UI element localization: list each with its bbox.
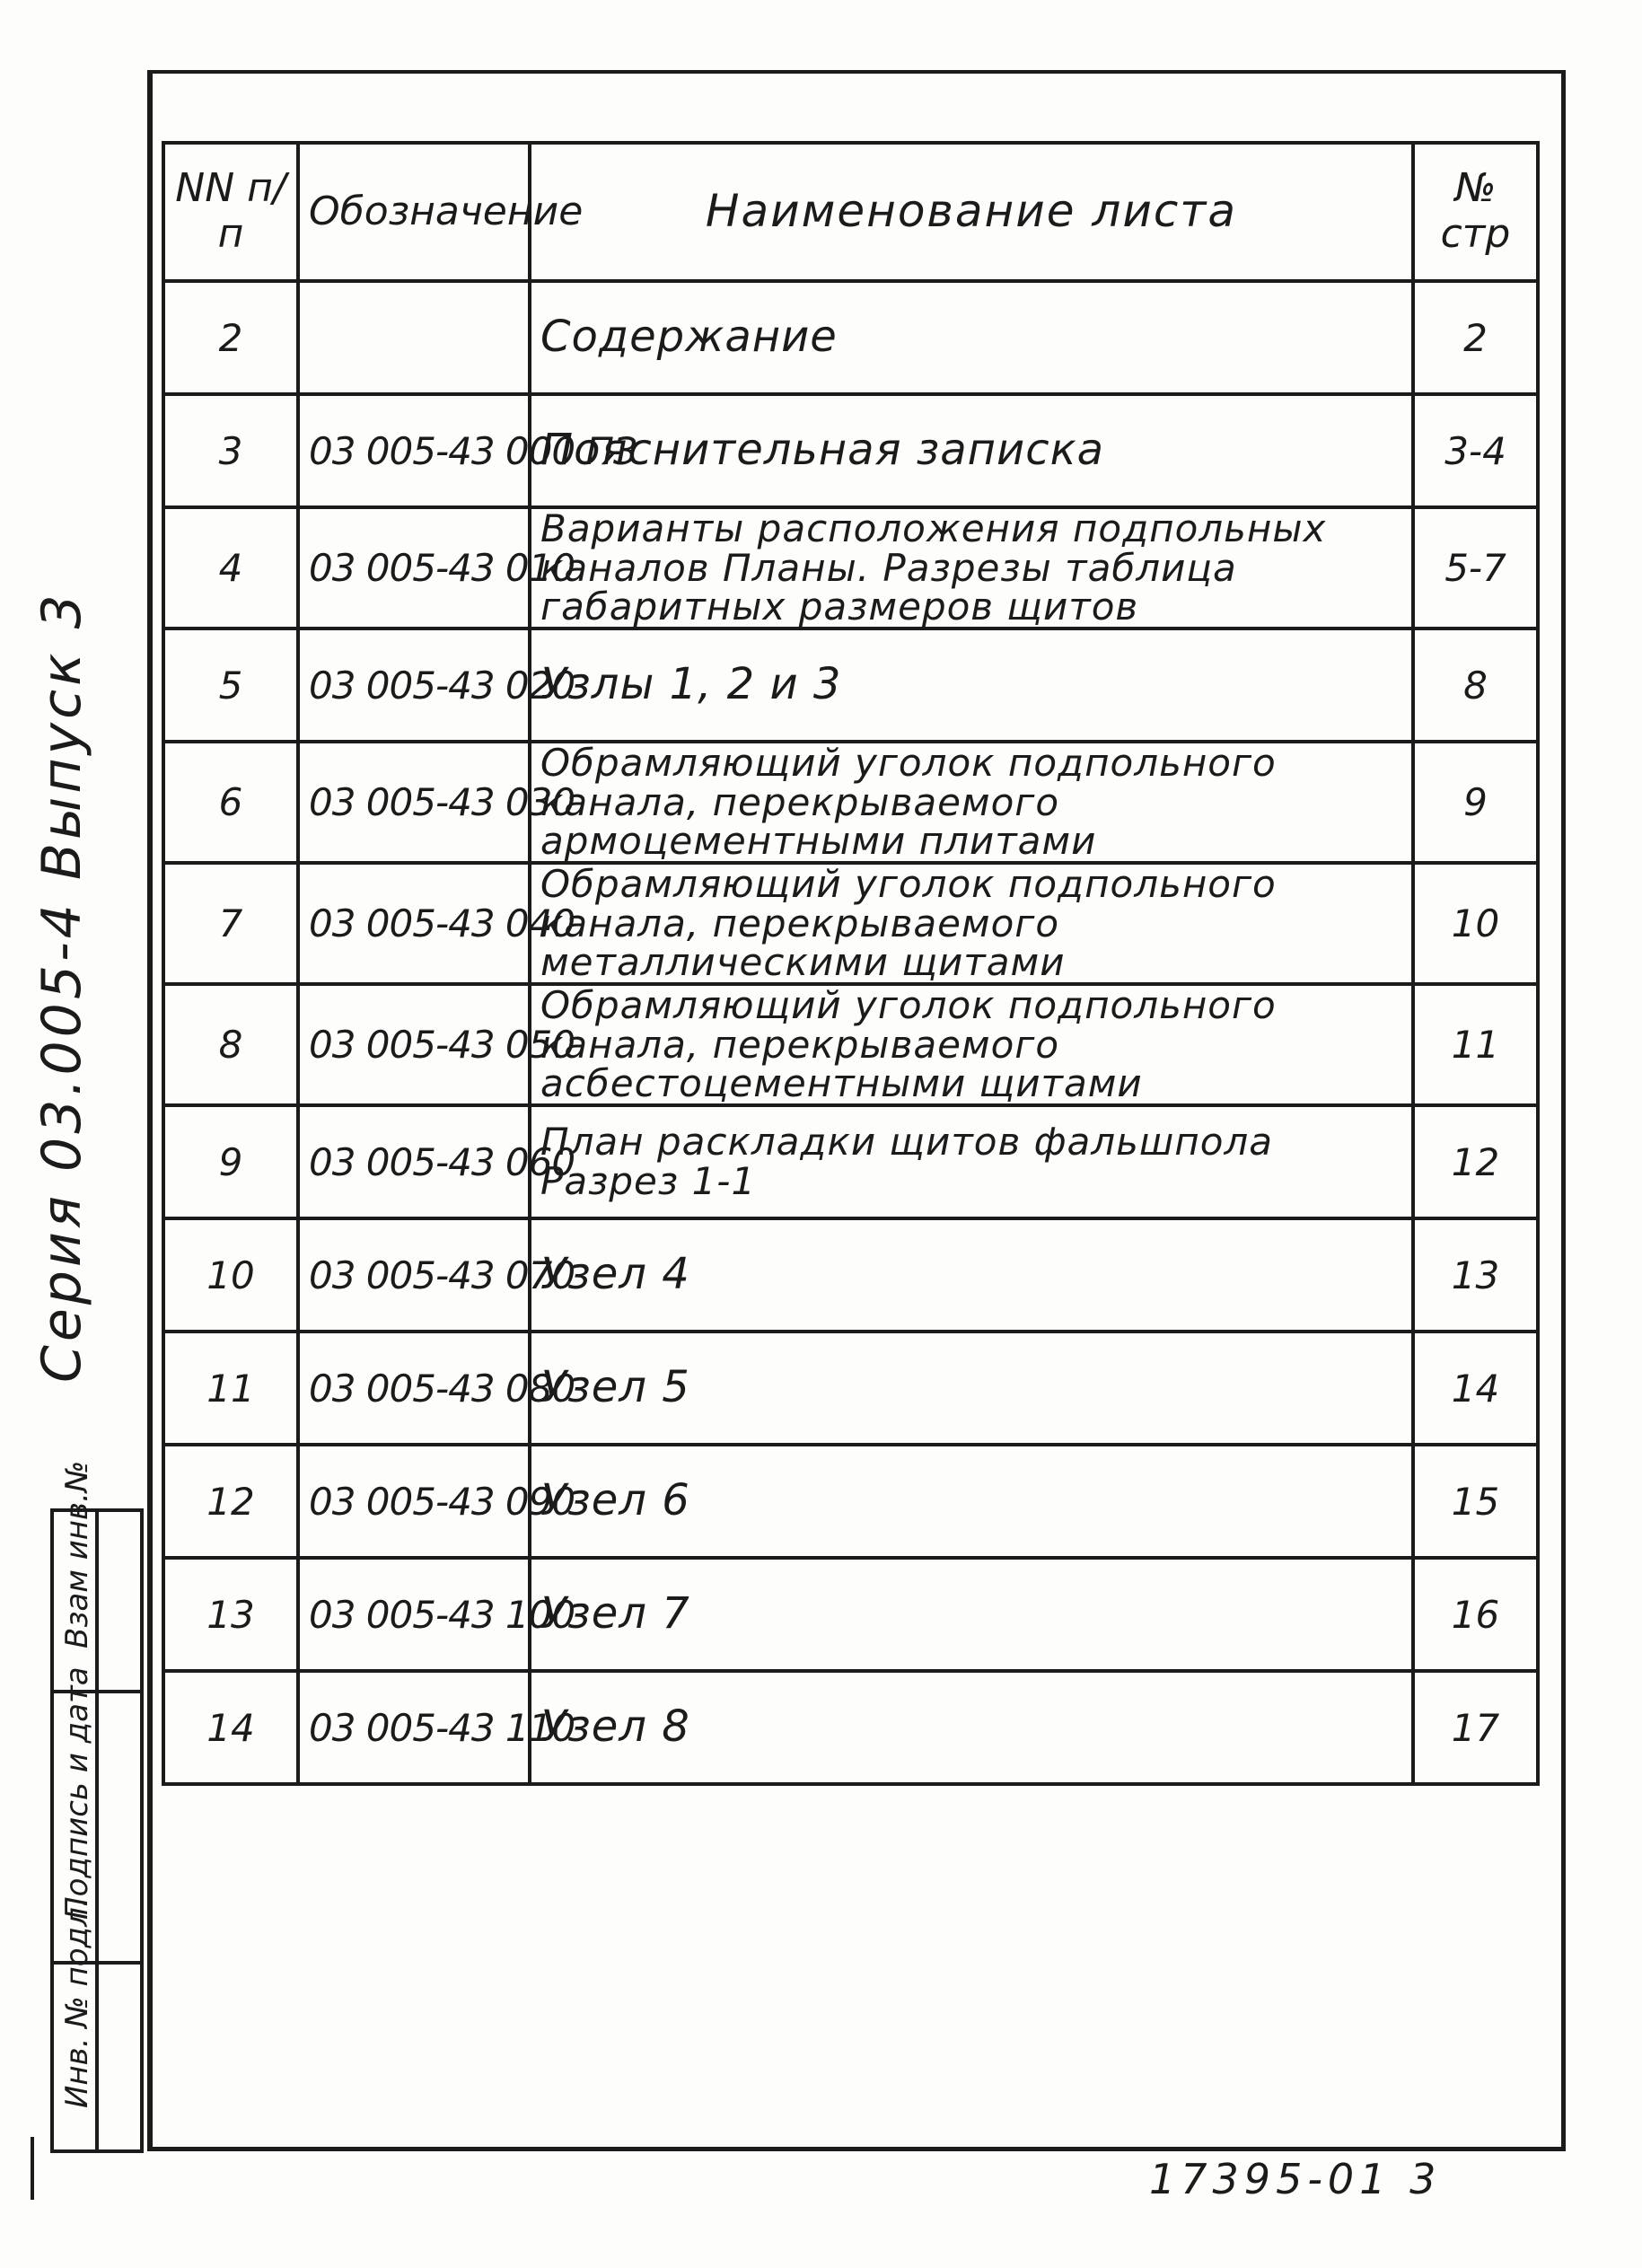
row-code: 03 005-43 070 [298,1218,530,1332]
row-code: 03 005-43 040 [298,863,530,984]
contents-table [162,141,1540,1786]
table-row [163,1218,1538,1332]
row-page: 10 [1413,863,1538,984]
row-num: 10 [163,1218,298,1332]
row-name: Варианты расположения подпольных каналов Планы. Разрезы таблица габаритных размеров щитов [530,507,1413,629]
table-row [163,1332,1538,1445]
row-code: 03 005-43 060 [298,1105,530,1218]
row-num: 2 [163,281,298,394]
row-page: 5-7 [1413,507,1538,629]
row-code: 03 005-43 000 ПЗ [298,394,530,507]
row-num: 11 [163,1332,298,1445]
stamp-label: Подпись и дата [59,1666,95,1920]
row-page: 13 [1413,1218,1538,1332]
row-name: Обрамляющий уголок подпольного канала, перекрываемого армоцементными плитами [530,742,1413,863]
row-page: 3-4 [1413,394,1538,507]
stamp-replacement-inventory [50,1460,144,1690]
table-row [163,984,1538,1105]
footer-code: 17395-01 3 [1149,2155,1442,2203]
row-num: 13 [163,1558,298,1671]
table-row [163,863,1538,984]
row-num: 8 [163,984,298,1105]
row-page: 9 [1413,742,1538,863]
table-row [163,1105,1538,1218]
row-name: Узел 7 [530,1558,1413,1671]
row-name: Обрамляющий уголок подпольного канала, перекрываемого асбестоцементными щитами [530,984,1413,1105]
row-num: 9 [163,1105,298,1218]
row-num: 7 [163,863,298,984]
row-page: 11 [1413,984,1538,1105]
row-num: 12 [163,1445,298,1558]
header-name: Наименование листа [530,143,1413,281]
series-label: Серия 03.005-4 Выпуск 3 [31,591,93,1383]
table-header-row [163,143,1538,281]
table-row [163,742,1538,863]
row-num: 3 [163,394,298,507]
table-row [163,394,1538,507]
row-page: 15 [1413,1445,1538,1558]
row-code: 03 005-43 050 [298,984,530,1105]
row-code: 03 005-43 020 [298,629,530,742]
row-page: 8 [1413,629,1538,742]
row-page: 12 [1413,1105,1538,1218]
stamp-label: Взам инв.№ [59,1460,95,1648]
row-num: 5 [163,629,298,742]
row-code: 03 005-43 090 [298,1445,530,1558]
row-name: План раскладки щитов фальшпола Разрез 1-1 [530,1105,1413,1218]
row-page: 2 [1413,281,1538,394]
row-code: 03 005-43 100 [298,1558,530,1671]
margin-mark [31,2137,34,2200]
row-page: 17 [1413,1671,1538,1784]
row-page: 14 [1413,1332,1538,1445]
row-code: 03 005-43 010 [298,507,530,629]
table-row [163,507,1538,629]
row-code: 03 005-43 030 [298,742,530,863]
row-name: Обрамляющий уголок подпольного канала, перекрываемого металлическими щитами [530,863,1413,984]
table-row [163,1558,1538,1671]
row-num: 6 [163,742,298,863]
row-name: Узел 5 [530,1332,1413,1445]
table-row [163,629,1538,742]
row-num: 14 [163,1671,298,1784]
stamp-original-inventory [50,1897,144,2153]
header-page: № стр [1413,143,1538,281]
row-page: 16 [1413,1558,1538,1671]
header-num: NN п/п [163,143,298,281]
table-row [163,281,1538,394]
stamp-label: Инв. № подл. [59,1897,95,2108]
row-name: Пояснительная записка [530,394,1413,507]
row-code: 03 005-43 080 [298,1332,530,1445]
row-name: Содержание [530,281,1413,394]
row-num: 4 [163,507,298,629]
header-code: Обозначение [298,143,530,281]
table-row [163,1445,1538,1558]
row-name: Узел 4 [530,1218,1413,1332]
table-row [163,1671,1538,1784]
row-name: Узлы 1, 2 и 3 [530,629,1413,742]
row-code [298,281,530,394]
row-name: Узел 6 [530,1445,1413,1558]
row-name: Узел 8 [530,1671,1413,1784]
row-code: 03 005-43 110 [298,1671,530,1784]
